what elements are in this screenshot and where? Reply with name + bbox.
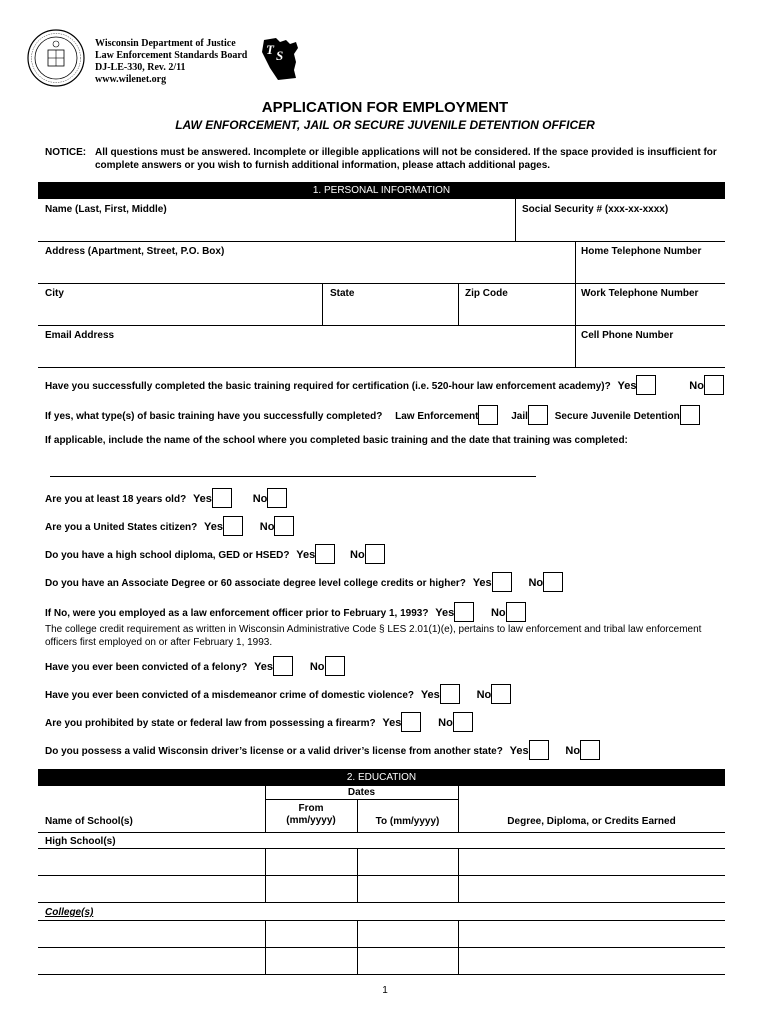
column-divider (265, 848, 266, 902)
from-label: From (298, 803, 324, 814)
no-label: No (259, 521, 275, 533)
school-question: If applicable, include the name of the school where you completed basic training and the date that training was completed: (45, 435, 628, 446)
state-label: State (330, 288, 355, 299)
to-date-header: To (mm/yyyy) (375, 816, 440, 827)
yes-label: Yes (420, 689, 440, 701)
training-type-question (45, 405, 700, 425)
diploma-question (45, 544, 385, 564)
page-number: 1 (382, 985, 388, 996)
firearm-no-checkbox[interactable] (453, 712, 473, 732)
row-divider (38, 832, 725, 833)
column-divider (357, 800, 358, 832)
row-divider (38, 241, 725, 242)
no-label: No (350, 549, 365, 561)
college-label: College(s) (45, 907, 94, 918)
from-date-header (265, 803, 357, 827)
high-school-label: High School(s) (45, 836, 116, 847)
firearm-question-text: Are you prohibited by state or federal law from possessing a firearm? (45, 718, 376, 729)
citizen-question-text: Are you a United States citizen? (45, 522, 198, 533)
board-name: Law Enforcement Standards Board (95, 50, 248, 61)
employed-yes-checkbox[interactable] (454, 602, 474, 622)
training-question (45, 375, 724, 395)
name-label: Name (Last, First, Middle) (45, 204, 167, 215)
school-answer-line[interactable] (50, 476, 536, 477)
yes-label: Yes (472, 577, 492, 589)
svg-text:S: S (276, 48, 284, 63)
school-name-header: Name of School(s) (45, 816, 133, 827)
felony-question-text: Have you ever been convicted of a felony? (45, 662, 248, 673)
row-divider (38, 875, 725, 876)
misdemeanor-no-checkbox[interactable] (491, 684, 511, 704)
row-divider (38, 325, 725, 326)
row-divider (38, 283, 725, 284)
diploma-yes-checkbox[interactable] (315, 544, 335, 564)
zip-label: Zip Code (465, 288, 508, 299)
cell-phone-label: Cell Phone Number (581, 330, 674, 341)
form-number: DJ-LE-330, Rev. 2/11 (95, 62, 186, 73)
misdemeanor-question (45, 684, 511, 704)
jail-checkbox[interactable] (528, 405, 548, 425)
row-divider (38, 848, 725, 849)
yes-label: Yes (254, 661, 274, 673)
license-yes-checkbox[interactable] (529, 740, 549, 760)
form-subtitle: LAW ENFORCEMENT, JAIL OR SECURE JUVENILE DETENTION OFFICER (175, 118, 595, 132)
college-credit-note: The college credit requirement as written in Wisconsin Administrative Code § LES 2.01(1)(e), pertains to law enforcement and tribal law enforcement officers first employed on or after February 1, 1993. (45, 624, 702, 648)
zip-phone-divider (575, 283, 576, 325)
felony-no-checkbox[interactable] (325, 656, 345, 676)
row-divider (38, 902, 725, 903)
yes-label: Yes (192, 493, 212, 505)
home-phone-label: Home Telephone Number (581, 246, 702, 257)
yes-label: Yes (435, 607, 455, 619)
training-yes-checkbox[interactable] (636, 375, 656, 395)
address-label: Address (Apartment, Street, P.O. Box) (45, 246, 225, 257)
juvenile-detention-label: Secure Juvenile Detention (554, 411, 680, 422)
diploma-no-checkbox[interactable] (365, 544, 385, 564)
no-label: No (565, 745, 581, 757)
training-type-question-text: If yes, what type(s) of basic training have you successfully completed? (45, 411, 383, 422)
dates-underline (265, 799, 458, 800)
no-label: No (490, 607, 506, 619)
no-label: No (689, 380, 704, 392)
no-label: No (528, 577, 544, 589)
notice-text: All questions must be answered. Incomplete or illegible applications will not be considered. If the space provided is insufficient for complete answers or you wish to furnish additional information, please attach additional pages. (95, 147, 717, 171)
no-label: No (309, 661, 325, 673)
training-no-checkbox[interactable] (704, 375, 724, 395)
column-divider (357, 848, 358, 902)
yes-label: Yes (509, 745, 529, 757)
column-divider (458, 848, 459, 902)
city-label: City (45, 288, 64, 299)
license-no-checkbox[interactable] (580, 740, 600, 760)
row-divider (38, 974, 725, 975)
section-education-header: 2. EDUCATION (38, 769, 725, 786)
no-label: No (438, 717, 453, 729)
age-question-text: Are you at least 18 years old? (45, 494, 187, 505)
license-question-text: Do you possess a valid Wisconsin driver’s license or a valid driver’s license from another state? (45, 746, 503, 757)
degree-question-text: Do you have an Associate Degree or 60 associate degree level college credits or higher? (45, 578, 466, 589)
column-divider (458, 786, 459, 832)
ssn-label: Social Security # (xxx-xx-xxxx) (522, 204, 669, 215)
employed-question (45, 602, 526, 622)
yes-label: Yes (296, 549, 316, 561)
email-phone-divider (575, 325, 576, 367)
notice (45, 146, 725, 172)
form-title: APPLICATION FOR EMPLOYMENT (261, 99, 509, 116)
firearm-question (45, 712, 473, 732)
employed-no-checkbox[interactable] (506, 602, 526, 622)
misdemeanor-yes-checkbox[interactable] (440, 684, 460, 704)
row-divider (38, 947, 725, 948)
state-seal-icon (26, 28, 86, 88)
age-yes-checkbox[interactable] (212, 488, 232, 508)
section-personal-information-header: 1. PERSONAL INFORMATION (38, 182, 725, 199)
law-enforcement-label: Law Enforcement (395, 411, 479, 422)
firearm-yes-checkbox[interactable] (401, 712, 421, 732)
age-question (45, 488, 287, 508)
column-divider (265, 786, 266, 832)
yes-label: Yes (204, 521, 224, 533)
employed-question-text: If No, were you employed as a law enforcement officer prior to February 1, 1993? (45, 608, 429, 619)
from-format-label: (mm/yyyy) (286, 815, 336, 826)
yes-label: Yes (382, 717, 402, 729)
age-no-checkbox[interactable] (267, 488, 287, 508)
citizen-yes-checkbox[interactable] (223, 516, 243, 536)
training-question-text: Have you successfully completed the basic training required for certification (i.e. 520-hour law enforcement academy)? (45, 381, 611, 392)
law-enforcement-checkbox[interactable] (478, 405, 498, 425)
agency-header (95, 38, 247, 86)
juvenile-detention-checkbox[interactable] (680, 405, 700, 425)
degree-header: Degree, Diploma, or Credits Earned (507, 816, 676, 827)
column-divider (357, 920, 358, 974)
work-phone-label: Work Telephone Number (581, 288, 699, 299)
citizen-no-checkbox[interactable] (274, 516, 294, 536)
city-state-divider (322, 283, 323, 325)
svg-text:T: T (266, 42, 274, 57)
degree-yes-checkbox[interactable] (492, 572, 512, 592)
state-zip-divider (458, 283, 459, 325)
website: www.wilenet.org (95, 74, 167, 85)
no-label: No (476, 689, 492, 701)
jail-label: Jail (511, 411, 528, 422)
wisconsin-map-logo-icon (256, 34, 306, 84)
felony-yes-checkbox[interactable] (273, 656, 293, 676)
misdemeanor-question-text: Have you ever been convicted of a misdemeanor crime of domestic violence? (45, 690, 415, 701)
column-divider (265, 920, 266, 974)
notice-label: NOTICE: (45, 147, 87, 158)
felony-question (45, 656, 345, 676)
email-label: Email Address (45, 330, 115, 341)
degree-question (45, 572, 563, 592)
address-phone-divider (575, 241, 576, 283)
license-question (45, 740, 600, 760)
yes-label: Yes (617, 380, 637, 392)
row-divider (38, 920, 725, 921)
name-ssn-divider (515, 199, 516, 241)
agency-name: Wisconsin Department of Justice (95, 38, 236, 49)
citizen-question (45, 516, 294, 536)
column-divider (458, 920, 459, 974)
degree-no-checkbox[interactable] (543, 572, 563, 592)
diploma-question-text: Do you have a high school diploma, GED or HSED? (45, 550, 290, 561)
row-divider (38, 367, 725, 368)
no-label: No (252, 493, 268, 505)
dates-label: Dates (347, 787, 376, 798)
